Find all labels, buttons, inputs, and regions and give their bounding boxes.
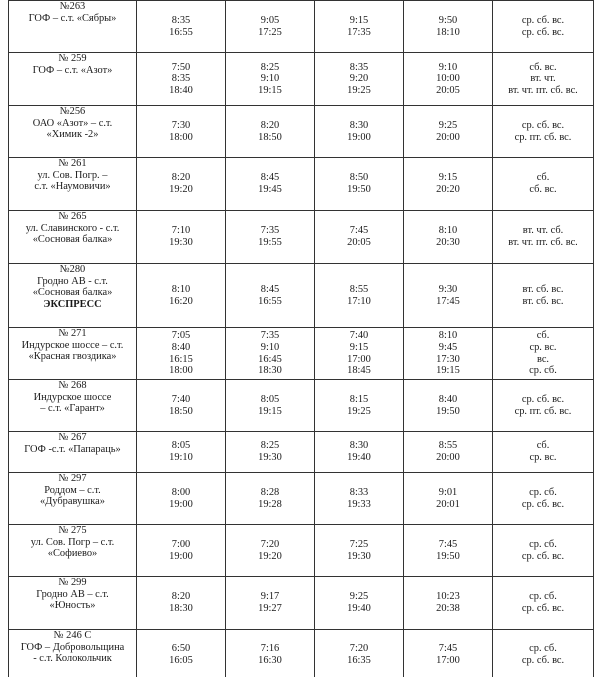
operating-days: вт. чт. сб. [522, 225, 564, 237]
departure-time: 6:50 [171, 642, 191, 654]
departure-time: 7:50 [171, 61, 191, 73]
time-cell [404, 106, 493, 158]
route-name-line: «Юность» [49, 600, 96, 612]
route-row [9, 630, 594, 677]
departure-time: 7:16 [260, 642, 280, 654]
time-cell [137, 525, 226, 577]
time-cell [315, 1, 404, 53]
time-cell [404, 577, 493, 630]
time-cell [404, 432, 493, 473]
departure-time: 8:05 [171, 440, 191, 452]
days-cell [493, 211, 594, 264]
route-cell [9, 53, 137, 106]
departure-time: 7:35 [260, 330, 280, 342]
operating-days: ср. вс. [529, 341, 557, 353]
route-row [9, 577, 594, 630]
operating-days: ср. сб. вс. [521, 119, 565, 131]
time-cell [137, 53, 226, 106]
time-cell [315, 630, 404, 677]
route-row [9, 473, 594, 525]
time-cell [226, 328, 315, 380]
departure-time: 7:40 [171, 393, 191, 405]
operating-days: сб. [536, 330, 550, 342]
departure-time: 16:30 [258, 654, 282, 666]
time-cell [315, 328, 404, 380]
route-row [9, 1, 594, 53]
time-cell [226, 158, 315, 211]
departure-time: 10:00 [436, 73, 460, 85]
departure-time: 19:20 [258, 550, 282, 562]
departure-time: 10:23 [436, 591, 460, 603]
departure-time: 19:50 [436, 550, 460, 562]
departure-time: 8:40 [171, 341, 191, 353]
departure-time: 16:45 [258, 353, 282, 365]
operating-days: вс. [536, 353, 550, 365]
route-name-line: Индурское шоссе [33, 391, 112, 403]
bus-schedule-table [8, 0, 594, 677]
departure-time: 7:20 [260, 538, 280, 550]
time-cell [226, 577, 315, 630]
departure-time: 8:10 [438, 225, 458, 237]
departure-time: 8:35 [349, 61, 369, 73]
time-cell [404, 630, 493, 677]
operating-days: ср. сб. вс. [521, 550, 565, 562]
departure-time: 8:35 [171, 14, 191, 26]
time-cell [315, 106, 404, 158]
days-cell [493, 525, 594, 577]
operating-days: ср. сб. вс. [521, 498, 565, 510]
route-number: №256 [59, 106, 86, 117]
operating-days: ср. сб. вс. [521, 26, 565, 38]
departure-time: 9:10 [260, 341, 280, 353]
route-name-line: ГОФ -с.т. «Папарaць» [24, 443, 121, 455]
route-name-line: «Красная гвоздика» [28, 351, 117, 363]
route-cell [9, 158, 137, 211]
departure-time: 17:30 [436, 353, 460, 365]
departure-time: 20:00 [436, 452, 460, 463]
time-cell [137, 473, 226, 525]
time-cell [226, 264, 315, 328]
departure-time: 7:45 [438, 642, 458, 654]
time-cell [226, 630, 315, 677]
time-cell [137, 106, 226, 158]
time-cell [226, 525, 315, 577]
route-number: № 265 [58, 211, 87, 222]
departure-time: 8:25 [260, 61, 280, 73]
departure-time: 20:05 [436, 84, 460, 96]
time-cell [137, 264, 226, 328]
departure-time: 8:10 [438, 330, 458, 342]
departure-time: 20:38 [436, 603, 460, 614]
departure-time: 9:25 [438, 119, 458, 131]
departure-time: 19:30 [258, 452, 282, 463]
route-number: № 299 [58, 577, 87, 588]
departure-time: 20:01 [436, 498, 460, 510]
operating-days: ср. пт. сб. вс. [514, 405, 572, 417]
route-name-line: ул. Сов. Погр – с.т. [30, 536, 115, 548]
departure-time: 9:25 [349, 591, 369, 603]
route-row [9, 53, 594, 106]
time-cell [226, 473, 315, 525]
departure-time: 8:45 [260, 283, 280, 295]
days-cell [493, 473, 594, 525]
departure-time: 9:45 [438, 341, 458, 353]
departure-time: 19:25 [347, 84, 371, 96]
departure-time: 19:00 [347, 131, 371, 143]
departure-time: 18:00 [169, 131, 193, 143]
express-label: ЭКСПРЕСС [43, 298, 102, 310]
departure-time: 8:10 [171, 283, 191, 295]
time-cell [315, 577, 404, 630]
departure-time: 8:15 [349, 393, 369, 405]
time-cell [137, 328, 226, 380]
operating-days: вт. чт. пт. сб. вс. [508, 84, 578, 96]
route-cell [9, 1, 137, 53]
departure-time: 20:00 [436, 131, 460, 143]
departure-time: 8:35 [171, 73, 191, 85]
days-cell [493, 630, 594, 677]
route-name-line: – с.т. «Гарант» [40, 403, 105, 415]
route-number: № 261 [58, 158, 87, 169]
departure-time: 9:50 [438, 14, 458, 26]
route-name-line: «Сосновая балка» [32, 287, 113, 299]
departure-time: 9:30 [438, 283, 458, 295]
time-cell [404, 264, 493, 328]
days-cell [493, 1, 594, 53]
route-row [9, 328, 594, 380]
days-cell [493, 264, 594, 328]
departure-time: 19:40 [347, 603, 371, 614]
departure-time: 19:28 [258, 498, 282, 510]
route-name-line: ГОФ – с.т. «Сябры» [28, 12, 117, 24]
departure-time: 17:00 [436, 654, 460, 666]
days-cell [493, 158, 594, 211]
route-number: № 267 [58, 432, 87, 443]
departure-time: 17:10 [347, 295, 371, 307]
route-name-line: «Дубравушка» [40, 496, 105, 508]
days-cell [493, 53, 594, 106]
time-cell [404, 473, 493, 525]
departure-time: 19:15 [258, 84, 282, 96]
route-name-line: ОАО «Азот» – с.т. [32, 117, 113, 129]
time-cell [404, 525, 493, 577]
departure-time: 8:55 [438, 440, 458, 452]
route-number: №263 [59, 1, 86, 12]
departure-time: 9:05 [260, 14, 280, 26]
operating-days: сб. [536, 440, 550, 452]
departure-time: 8:30 [349, 119, 369, 131]
route-name-line: Роддом – с.т. [44, 484, 101, 496]
route-number: № 275 [58, 525, 87, 536]
route-number: № 271 [58, 328, 87, 339]
time-cell [315, 432, 404, 473]
departure-time: 7:05 [171, 330, 191, 342]
departure-time: 16:35 [347, 654, 371, 666]
time-cell [315, 264, 404, 328]
departure-time: 7:40 [349, 330, 369, 342]
route-name-line: «Софиево» [47, 548, 98, 560]
route-name-line: ул. Сов. Погр. – [37, 169, 108, 181]
operating-days: ср. сб. вс. [521, 603, 565, 614]
operating-days: вт. чт. [530, 73, 556, 85]
route-number: №280 [59, 264, 86, 275]
time-cell [404, 211, 493, 264]
departure-time: 19:30 [169, 237, 193, 248]
departure-time: 19:00 [169, 550, 193, 562]
route-name-line: ул. Славинского - с.т. [25, 222, 120, 234]
departure-time: 20:20 [436, 184, 460, 195]
time-cell [137, 158, 226, 211]
departure-time: 7:25 [349, 538, 369, 550]
departure-time: 19:15 [258, 405, 282, 417]
departure-time: 8:55 [349, 283, 369, 295]
departure-time: 19:25 [347, 405, 371, 417]
operating-days: ср. сб. [529, 365, 557, 377]
departure-time: 17:25 [258, 26, 282, 38]
operating-days: ср. сб. [529, 486, 557, 498]
operating-days: сб. вс. [529, 61, 557, 73]
time-cell [226, 380, 315, 432]
operating-days: вт. чт. пт. сб. вс. [508, 237, 578, 248]
operating-days: ср. пт. сб. вс. [514, 131, 572, 143]
operating-days: ср. сб. вс. [521, 14, 565, 26]
departure-time: 19:30 [347, 550, 371, 562]
route-row [9, 106, 594, 158]
departure-time: 16:05 [169, 654, 193, 666]
departure-time: 18:30 [258, 365, 282, 377]
departure-time: 9:10 [438, 61, 458, 73]
time-cell [315, 473, 404, 525]
departure-time: 18:10 [436, 26, 460, 38]
route-number: № 246 С [53, 630, 92, 641]
time-cell [404, 1, 493, 53]
days-cell [493, 328, 594, 380]
route-number: № 297 [58, 473, 87, 484]
departure-time: 19:50 [347, 184, 371, 195]
departure-time: 9:20 [349, 73, 369, 85]
route-name-line: ГОФ – с.т. «Азот» [32, 64, 113, 76]
departure-time: 18:45 [347, 365, 371, 377]
time-cell [315, 158, 404, 211]
departure-time: 18:00 [169, 365, 193, 377]
route-name-line: «Сосновая балка» [32, 234, 113, 246]
departure-time: 16:20 [169, 295, 193, 307]
departure-time: 19:50 [436, 405, 460, 417]
operating-days: ср. сб. вс. [521, 393, 565, 405]
route-name-line: с.т. «Наумовичи» [34, 181, 111, 193]
days-cell [493, 432, 594, 473]
route-name-line: «Химик -2» [46, 129, 99, 141]
departure-time: 8:45 [260, 172, 280, 184]
route-cell [9, 328, 137, 380]
operating-days: ср. сб. [529, 591, 557, 603]
days-cell [493, 380, 594, 432]
time-cell [137, 1, 226, 53]
departure-time: 19:45 [258, 184, 282, 195]
time-cell [404, 53, 493, 106]
departure-time: 18:40 [169, 84, 193, 96]
time-cell [226, 53, 315, 106]
departure-time: 8:20 [171, 591, 191, 603]
departure-time: 19:15 [436, 365, 460, 377]
departure-time: 7:10 [171, 225, 191, 237]
departure-time: 19:27 [258, 603, 282, 614]
departure-time: 19:40 [347, 452, 371, 463]
time-cell [226, 1, 315, 53]
departure-time: 17:45 [436, 295, 460, 307]
departure-time: 19:10 [169, 452, 193, 463]
departure-time: 9:15 [438, 172, 458, 184]
route-cell [9, 211, 137, 264]
departure-time: 18:30 [169, 603, 193, 614]
route-row [9, 525, 594, 577]
departure-time: 7:00 [171, 538, 191, 550]
departure-time: 8:50 [349, 172, 369, 184]
days-cell [493, 577, 594, 630]
route-number: № 268 [58, 380, 87, 391]
route-row [9, 380, 594, 432]
departure-time: 8:00 [171, 486, 191, 498]
departure-time: 18:50 [169, 405, 193, 417]
route-cell [9, 432, 137, 473]
departure-time: 7:45 [438, 538, 458, 550]
operating-days: вт. сб. вс. [522, 283, 564, 295]
departure-time: 8:40 [438, 393, 458, 405]
time-cell [137, 432, 226, 473]
departure-time: 17:00 [347, 353, 371, 365]
operating-days: сб. вс. [529, 184, 557, 195]
departure-time: 19:00 [169, 498, 193, 510]
departure-time: 8:28 [260, 486, 280, 498]
departure-time: 8:30 [349, 440, 369, 452]
route-name-line: Гродно АВ - с.т. [37, 275, 108, 287]
departure-time: 19:33 [347, 498, 371, 510]
route-name-line: Индурское шоссе – с.т. [21, 339, 124, 351]
departure-time: 9:01 [438, 486, 458, 498]
route-cell [9, 380, 137, 432]
time-cell [404, 328, 493, 380]
route-number: № 259 [58, 53, 87, 64]
departure-time: 16:55 [258, 295, 282, 307]
route-name-line: - с.т. Колокольчик [33, 653, 112, 665]
route-name-line: Гродно АВ – с.т. [36, 588, 109, 600]
route-name-line: ГОФ – Добровольщина [20, 641, 125, 653]
route-cell [9, 473, 137, 525]
time-cell [137, 630, 226, 677]
operating-days: ср. сб. [529, 538, 557, 550]
time-cell [315, 211, 404, 264]
time-cell [315, 525, 404, 577]
departure-time: 7:30 [171, 119, 191, 131]
departure-time: 19:55 [258, 237, 282, 248]
time-cell [137, 211, 226, 264]
departure-time: 16:55 [169, 26, 193, 38]
operating-days: ср. сб. вс. [521, 654, 565, 666]
departure-time: 7:20 [349, 642, 369, 654]
departure-time: 9:15 [349, 341, 369, 353]
route-row [9, 432, 594, 473]
departure-time: 8:05 [260, 393, 280, 405]
departure-time: 8:25 [260, 440, 280, 452]
operating-days: сб. [536, 172, 550, 184]
departure-time: 9:15 [349, 14, 369, 26]
departure-time: 7:35 [260, 225, 280, 237]
time-cell [315, 380, 404, 432]
departure-time: 20:30 [436, 237, 460, 248]
days-cell [493, 106, 594, 158]
route-row [9, 158, 594, 211]
departure-time: 17:35 [347, 26, 371, 38]
time-cell [315, 53, 404, 106]
operating-days: ср. сб. [529, 642, 557, 654]
departure-time: 16:15 [169, 353, 193, 365]
time-cell [137, 380, 226, 432]
operating-days: ср. вс. [529, 452, 557, 463]
route-row [9, 211, 594, 264]
operating-days: вт. сб. вс. [522, 295, 564, 307]
route-cell [9, 264, 137, 328]
time-cell [226, 432, 315, 473]
time-cell [137, 577, 226, 630]
departure-time: 8:20 [171, 172, 191, 184]
departure-time: 9:10 [260, 73, 280, 85]
departure-time: 18:50 [258, 131, 282, 143]
time-cell [404, 380, 493, 432]
route-cell [9, 630, 137, 677]
departure-time: 19:20 [169, 184, 193, 195]
route-cell [9, 577, 137, 630]
time-cell [226, 106, 315, 158]
time-cell [226, 211, 315, 264]
time-cell [404, 158, 493, 211]
route-cell [9, 106, 137, 158]
route-cell [9, 525, 137, 577]
departure-time: 8:33 [349, 486, 369, 498]
departure-time: 20:05 [347, 237, 371, 248]
departure-time: 7:45 [349, 225, 369, 237]
departure-time: 9:17 [260, 591, 280, 603]
departure-time: 8:20 [260, 119, 280, 131]
route-row [9, 264, 594, 328]
